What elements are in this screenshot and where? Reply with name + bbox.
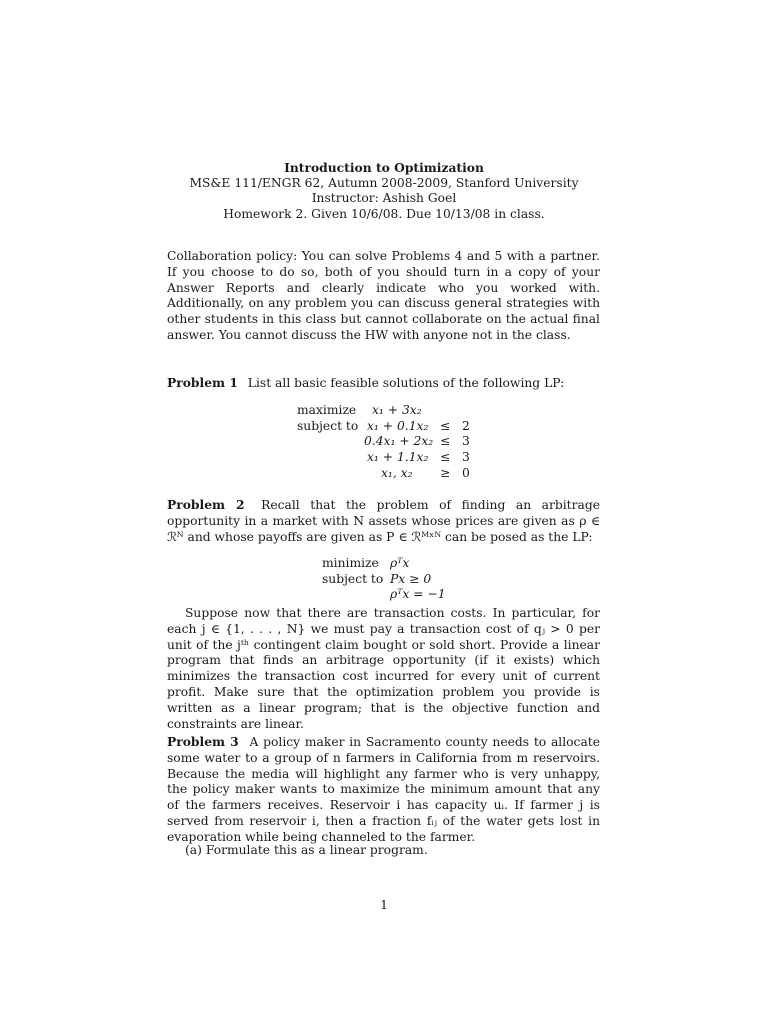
page-number: 1	[380, 898, 388, 912]
problem-1-label: Problem 1	[167, 375, 238, 390]
problem-2-label: Problem 2	[167, 497, 245, 512]
problem-3-label: Problem 3	[167, 734, 239, 749]
homework-line: Homework 2. Given 10/6/08. Due 10/13/08 in class.	[223, 206, 545, 221]
problem-2-continuation: Suppose now that there are transaction costs. In particular, for each j ∈ {1, . . . , N} we must pay a transaction cost of qⱼ > 0 per unit of the jᵗʰ contingent claim bought or sold short. Provide a linear program that finds an arbitrage opportunity (if it exists) which minimizes the transaction cost incurred for every unit of current profit. Make sure that the optimization problem you provide is written as a linear program; that is the objective function and constraints are linear.	[167, 606, 600, 731]
lp2-subject-to-label: subject to	[322, 571, 384, 586]
problem-3-text: A policy maker in Sacramento county needs to allocate some water to a group of n farmers in California from m reservoirs. Because the media will highlight any farmer who is very unhappy, the policy maker wants to maximize the minimum amount that any of the farmers receives. Reservoir i has capacity uᵢ. If farmer j is served from reservoir i, then a fraction fᵢⱼ of the water gets lost in evaporation while being channeled to the farmer.	[167, 735, 600, 844]
lp1-subject-to-label: subject to	[297, 418, 359, 433]
lp1-constraint-lhs: x₁ + 1.1x₂	[367, 450, 429, 465]
lp1-constraint-lhs: 0.4x₁ + 2x₂	[364, 434, 434, 449]
lp1-constraint-rel: ≥	[440, 465, 451, 480]
course-line: MS&E 111/ENGR 62, Autumn 2008-2009, Stanford University	[189, 175, 579, 190]
lp1-constraint-rel: ≤	[440, 434, 451, 449]
problem-2	[167, 497, 600, 545]
problem-1	[167, 375, 600, 392]
document-header	[0, 160, 768, 222]
lp1-constraint-rel: ≤	[440, 450, 451, 465]
problem-2-text: Recall that the problem of finding an arbitrage opportunity in a market with N assets whose prices are given as ρ ∈ ℛᴺ and whose payoffs are given as P ∈ ℛᴹˣᴺ can be posed as the LP:	[167, 498, 600, 544]
lp1-constraint-rhs: 2	[462, 418, 470, 433]
lp1-constraint-rhs: 3	[462, 434, 470, 449]
instructor-line: Instructor: Ashish Goel	[311, 191, 457, 205]
lp1-constraint-rhs: 3	[462, 450, 470, 465]
problem-3-part-a: (a) Formulate this as a linear program.	[185, 843, 428, 857]
lp1-constraint-rel: ≤	[440, 418, 451, 433]
lp2-constraint: ρᵀx = −1	[390, 587, 446, 602]
lp2-constraint: Px ≥ 0	[390, 571, 432, 586]
problem-3	[167, 734, 600, 846]
lp2-minimize-label: minimize	[322, 556, 379, 570]
lp1-constraint-lhs: x₁, x₂	[381, 465, 413, 480]
problem-1-lp	[297, 403, 497, 481]
lp1-constraint-rhs: 0	[462, 465, 470, 480]
lp2-objective: ρᵀx	[390, 556, 410, 570]
problem-2-lp	[322, 556, 482, 603]
problem-1-text: List all basic feasible solutions of the following LP:	[247, 376, 565, 390]
lp1-objective: x₁ + 3x₂	[372, 403, 422, 417]
document-title: Introduction to Optimization	[284, 160, 484, 175]
lp1-maximize-label: maximize	[297, 403, 357, 417]
collaboration-policy: Collaboration policy: You can solve Problems 4 and 5 with a partner. If you choose to do so, both of you should turn in a copy of your Answer Reports and clearly indicate who you worked with. Additionally, on any problem you can discuss general strategies with other students in this class but cannot collaborate on the actual final answer. You cannot discuss the HW with anyone not in the class.	[167, 249, 600, 342]
lp1-constraint-lhs: x₁ + 0.1x₂	[367, 418, 429, 433]
